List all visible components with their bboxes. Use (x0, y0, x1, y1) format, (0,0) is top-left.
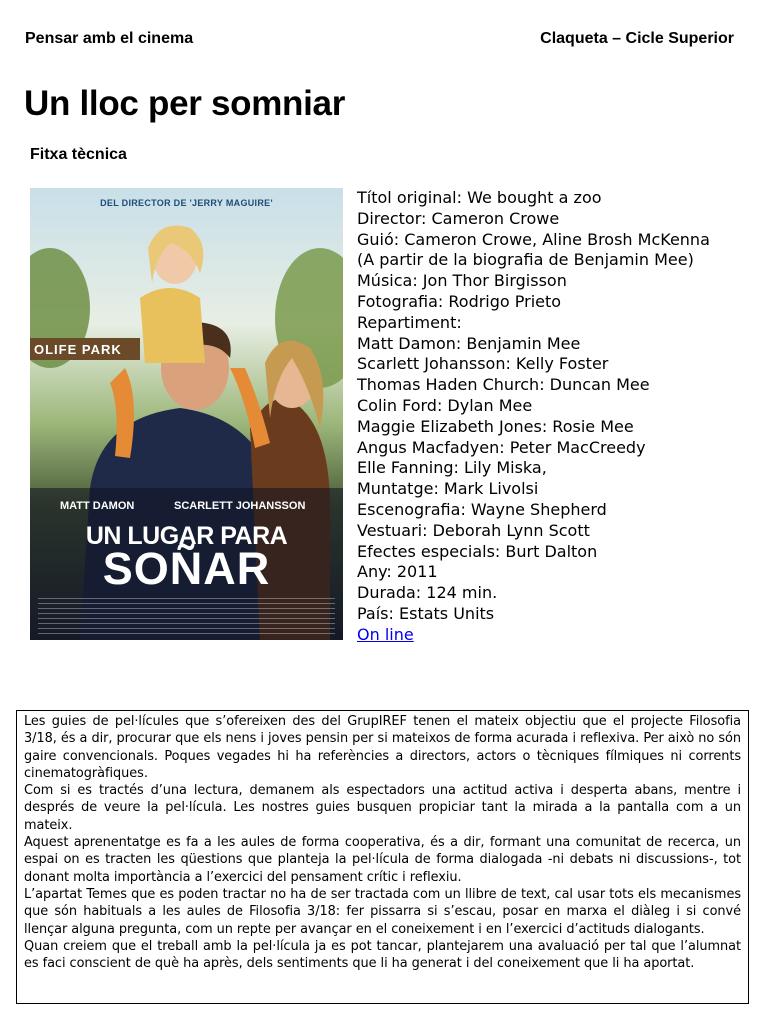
movie-poster (30, 188, 343, 640)
page-title: Un lloc per somniar (24, 84, 346, 123)
poster-actor-1: MATT DAMON (60, 500, 135, 512)
sheet-row: Vestuari: Deborah Lynn Scott (357, 520, 590, 540)
sheet-row: Títol original: We bought a zoo (357, 188, 602, 207)
sheet-row: Angus Macfadyen: Peter MacCreedy (357, 437, 646, 457)
sheet-row: Director: Cameron Crowe (357, 208, 560, 228)
intro-paragraph: Quan creiem que el treball amb la pel·lícula ja es pot tancar, plantejarem una avaluació per tal que l’alumnat es faci conscient de què ha après, dels sentiments que li ha generat i del coneixement que li ha aportat. (24, 938, 741, 972)
sheet-row: Maggie Elizabeth Jones: Rosie Mee (357, 416, 634, 436)
technical-sheet (357, 188, 767, 646)
sheet-row: Matt Damon: Benjamin Mee (357, 333, 581, 353)
sheet-row: Guió: Cameron Crowe, Aline Brosh McKenna (357, 229, 710, 249)
intro-paragraph: Com si es tractés d’una lectura, demanem als espectadors una actitud activa i desperta abans, mentre i després de veure la pel·lícula. Les nostres guies busquen propiciar tant la mirada a la pantalla com a un mateix. (24, 783, 741, 833)
online-link[interactable]: On line (357, 624, 414, 644)
sheet-row: Durada: 124 min. (357, 583, 498, 603)
poster-park-sign: OLIFE PARK (34, 342, 122, 357)
poster-credits-block (38, 598, 335, 634)
sheet-row: (A partir de la biografia de Benjamin Mee) (357, 250, 694, 270)
intro-paragraph: Les guies de pel·lícules que s’ofereixen des del GrupIREF tenen el mateix objectiu que el projecte Filosofia 3/18, és a dir, procurar que els nens i joves pensin per si mateixos de forma acurada i reflexiva. Per això no són gaire convencionals. Poques vegades hi ha referències a directors, actors o tècniques fílmiques ni corrents cinematogràfiques. (24, 714, 741, 781)
poster-title-line-2: SOÑAR (102, 543, 271, 594)
intro-paragraph: L’apartat Temes que es poden tractar no ha de ser tractada com un llibre de text, cal usar tots els mecanismes que són habituals a les aules de Filosofia 3/18: fer pissarra si s’escau, posar en marxa el diàleg i si convé llençar alguna pregunta, com un repte per avançar en el coneixement i en l’exercici d’actituds dialogants. (24, 886, 741, 937)
sheet-row: Fotografia: Rodrigo Prieto (357, 291, 562, 311)
sheet-row: Escenografia: Wayne Shepherd (357, 499, 607, 519)
sheet-row: Música: Jon Thor Birgisson (357, 271, 567, 291)
sheet-row: Colin Ford: Dylan Mee (357, 395, 533, 415)
sheet-row: Elle Fanning: Lily Miska, (357, 458, 547, 478)
sheet-row: Muntatge: Mark Livolsi (357, 479, 539, 499)
sheet-row: Thomas Haden Church: Duncan Mee (357, 375, 650, 395)
sheet-row: Efectes especials: Burt Dalton (357, 541, 598, 561)
sheet-row: País: Estats Units (357, 603, 495, 623)
sheet-row: Scarlett Johansson: Kelly Foster (357, 354, 609, 374)
section-subtitle: Fitxa tècnica (30, 146, 127, 163)
sheet-row: Repartiment: (357, 312, 462, 332)
header-right: Claqueta – Cicle Superior (540, 30, 734, 47)
intro-box (16, 710, 749, 1004)
header-left: Pensar amb el cinema (25, 30, 194, 47)
poster-title-line-1: UN LUGAR PARA (85, 522, 288, 550)
page-header (25, 30, 734, 50)
intro-paragraph: Aquest aprenentatge es fa a les aules de forma cooperativa, és a dir, formant una comunitat de recerca, un espai on es tracten les qüestions que planteja la pel·lícula de forma dialogada -ni debats ni discussions-, tot donant molta importància a l’exercici del pensament crític i reflexiu. (24, 835, 741, 885)
sheet-row: Any: 2011 (357, 562, 438, 582)
poster-actor-2: SCARLETT JOHANSSON (174, 500, 306, 512)
poster-tagline: DEL DIRECTOR DE 'JERRY MAGUIRE' (100, 198, 273, 208)
